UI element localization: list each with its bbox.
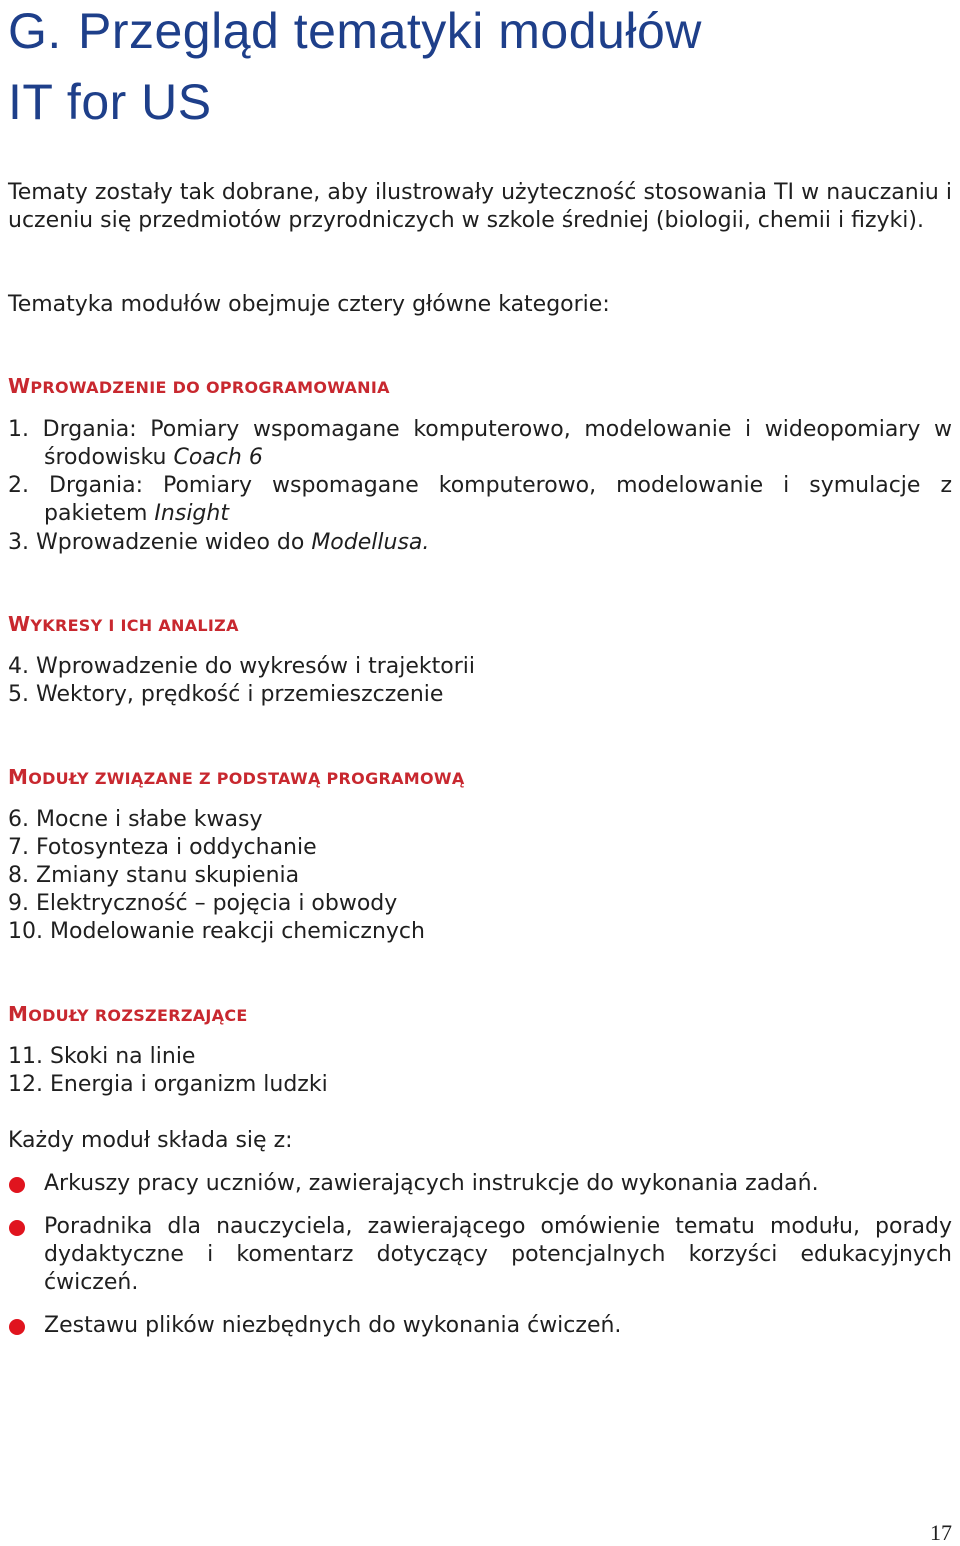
bullet-dot-icon	[9, 1319, 25, 1335]
category-heading-extension: MODUŁY ROZSZERZAJĄCE	[8, 1002, 248, 1026]
category-heading-intro-software: WPROWADZENIE DO OPROGRAMOWANIA	[8, 374, 390, 398]
list-item: 1. Drgania: Pomiary wspomagane komputerowo, modelowanie i wideopomiary w środowisku Coach 6	[8, 417, 952, 470]
list-item: 2. Drgania: Pomiary wspomagane komputerowo, modelowanie i symulacje z pakietem Insight	[8, 473, 952, 526]
bullet-item: Arkuszy pracy uczniów, zawierających instrukcje do wykonania zadań.	[44, 1171, 819, 1196]
page-number: 17	[930, 1520, 952, 1545]
list-item: 7. Fotosynteza i oddychanie	[8, 835, 317, 860]
bullet-item: Poradnika dla nauczyciela, zawierającego omówienie tematu modułu, porady dydaktyczne i komentarz dotyczący potencjalnych korzyści edukacyjnych ćwiczeń.	[44, 1214, 952, 1295]
list-item: 11. Skoki na linie	[8, 1044, 196, 1069]
list-item: 9. Elektryczność – pojęcia i obwody	[8, 891, 398, 916]
title-letter: G.	[8, 3, 62, 59]
list-item: 3. Wprowadzenie wideo do Modellusa.	[8, 530, 430, 555]
page-title	[8, 3, 702, 59]
list-item: 5. Wektory, prędkość i przemieszczenie	[8, 682, 444, 707]
category-heading-charts: WYKRESY I ICH ANALIZA	[8, 612, 239, 636]
list-item: 10. Modelowanie reakcji chemicznych	[8, 919, 425, 944]
intro-paragraph: Tematy zostały tak dobrane, aby ilustrowały użyteczność stosowania TI w nauczaniu i uczeniu się przedmiotów przyrodniczych w szkole średniej (biologii, chemii i fizyki).	[8, 180, 952, 233]
title-line-2: IT for US	[8, 74, 212, 130]
list-item: 6. Mocne i słabe kwasy	[8, 807, 263, 832]
list-item: 8. Zmiany stanu skupienia	[8, 863, 300, 888]
each-module-lead: Każdy moduł składa się z:	[8, 1128, 293, 1153]
bullet-dot-icon	[9, 1177, 25, 1193]
list-item: 4. Wprowadzenie do wykresów i trajektorii	[8, 654, 476, 679]
bullet-dot-icon	[9, 1220, 25, 1236]
bullet-item: Zestawu plików niezbędnych do wykonania ćwiczeń.	[44, 1313, 622, 1338]
intro-categories-line: Tematyka modułów obejmuje cztery główne kategorie:	[8, 292, 610, 317]
title-line-1: Przegląd tematyki modułów	[78, 3, 702, 59]
list-item: 12. Energia i organizm ludzki	[8, 1072, 328, 1097]
category-heading-curriculum: MODUŁY ZWIĄZANE Z PODSTAWĄ PROGRAMOWĄ	[8, 765, 465, 789]
